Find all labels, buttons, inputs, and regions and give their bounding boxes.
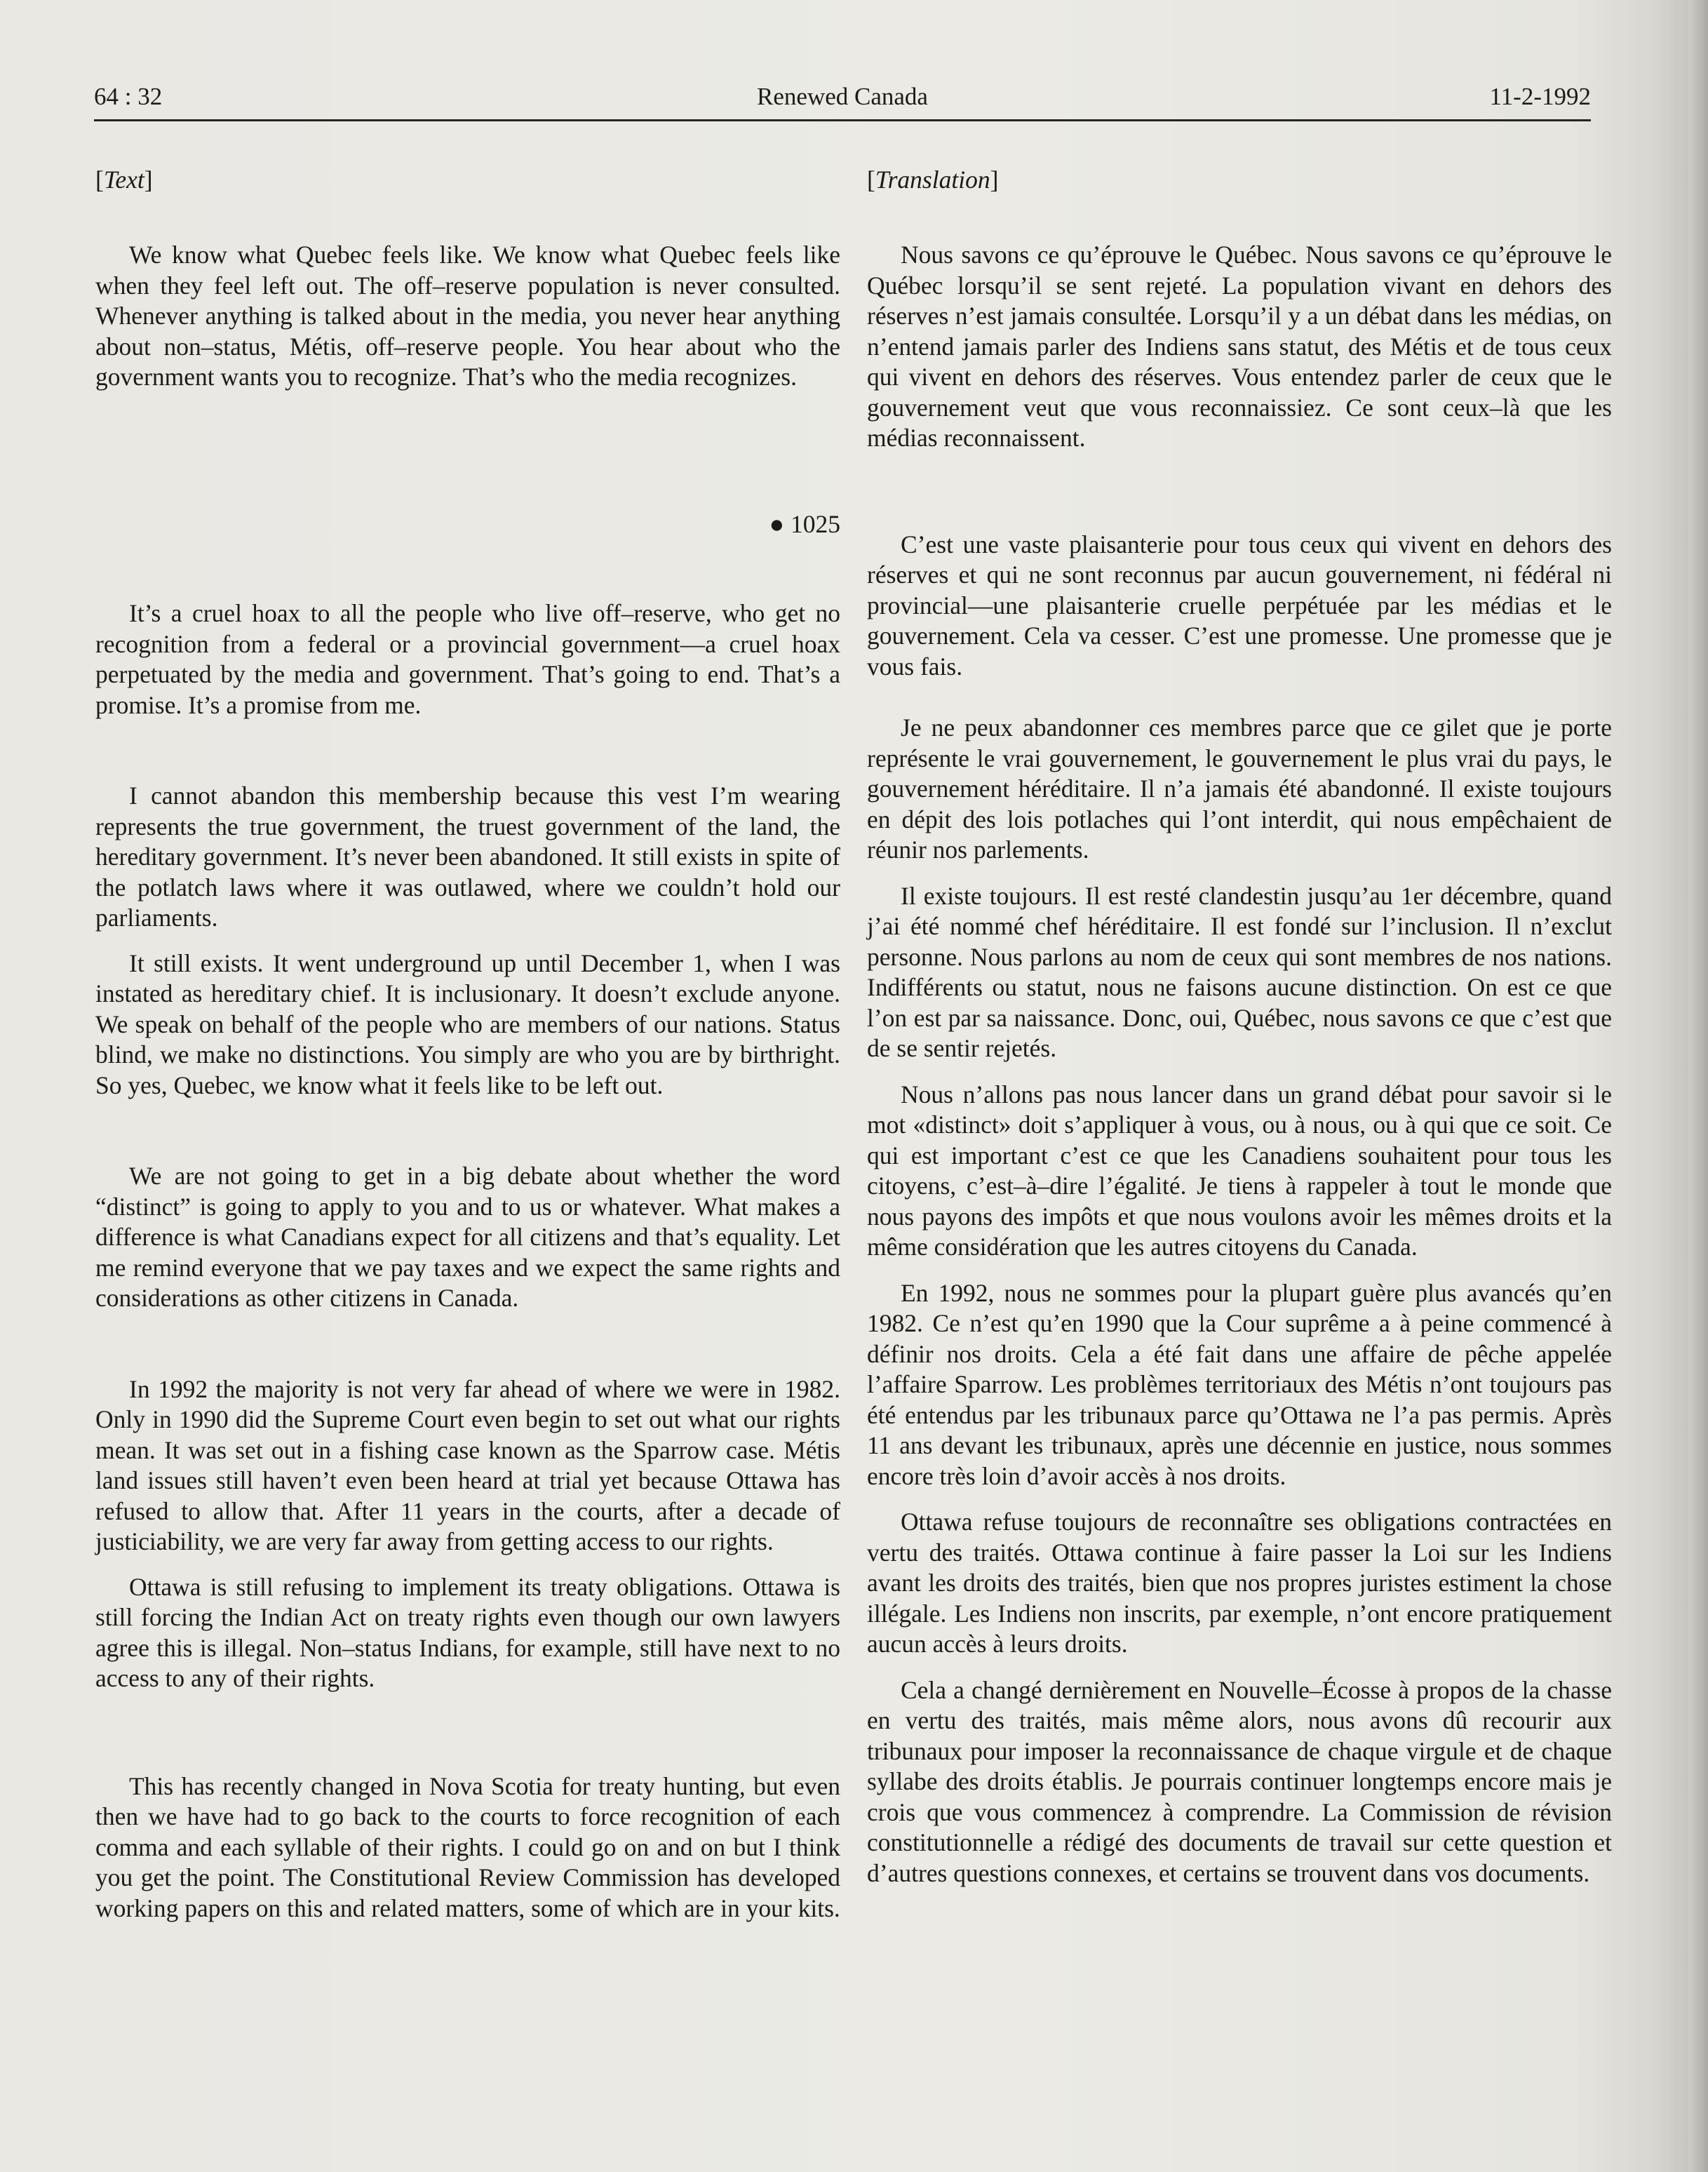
- page-gutter-shadow: [1688, 0, 1708, 2172]
- english-paragraph-1: We know what Quebec feels like. We know what Quebec feels like when they feel left out. The off–reserve population is never consulted. Whenever anything is talked about in the media, you never hear anything about non–status, Métis, off–reserve people. You hear about who the government wants you to recognize. That’s who the media recognizes.: [95, 241, 840, 391]
- french-column: [867, 163, 1612, 1889]
- english-paragraph-4: It still exists. It went underground up until December 1, when I was instated as hereditary chief. It is inclusionary. It doesn’t exclude anyone. We speak on behalf of the people who are members of our nations. Status blind, we make no distinctions. You simply are who you are by birthright. So yes, Quebec, we know what it feels like to be left out.: [95, 948, 840, 1099]
- english-column: [95, 163, 840, 1924]
- english-paragraph-3: I cannot abandon this membership because this vest I’m wearing represents the true government, the truest government of the land, the hereditary government. It’s never been abandoned. It still exists in spite of the potlatch laws where it was outlawed, where we couldn’t hold our parliaments.: [95, 782, 840, 932]
- french-paragraph-1: Nous savons ce qu’éprouve le Québec. Nous savons ce qu’éprouve le Québec lorsqu’il se sent rejeté. La population vivant en dehors des réserves n’est jamais consultée. Lorsqu’il y a un débat dans les médias, on n’entend jamais parler des Indiens sans statut, des Métis et de tous ceux qui vivent en dehors des réserves. Vous entendez parler de ceux que le gouvernement veut que vous reconnaissiez. Ce sont ceux–là que les médias reconnaissent.: [867, 241, 1612, 452]
- french-paragraph-5: Nous n’allons pas nous lancer dans un grand débat pour savoir si le mot «distinct» doit s’appliquer à vous, ou à nous, ou à qui que ce soit. Ce qui est important c’est ce que les Canadiens souhaitent pour tous les citoyens, c’est–à–dire l’égalité. Je tiens à rappeler à tout le monde que nous payons des impôts et que nous voulons avoir les mêmes droits et la même considération que les autres citoyens du Canada.: [867, 1080, 1612, 1261]
- header-rule: [94, 119, 1591, 121]
- french-paragraph-8: Cela a changé dernièrement en Nouvelle–Écosse à propos de la chasse en vertu des traités, mais même alors, nous avons dû recourir aux tribunaux pour imposer la reconnaissance de chaque virgule et de chaque syllabe des droits établis. Je pourrais continuer longtemps encore mais je crois que vous commencez à comprendre. La Commission de révision constitutionnelle a rédigé des documents de travail sur cette question et d’autres questions connexes, et certains se trouvent dans vos documents.: [867, 1675, 1612, 1887]
- publication-title: Renewed Canada: [757, 83, 928, 110]
- french-paragraph-4: Il existe toujours. Il est resté clandestin jusqu’au 1er décembre, quand j’ai été nommé chef héréditaire. Il est fondé sur l’inclusion. Il n’exclut personne. Nous parlons au nom de ceux qui sont membres de nos nations. Indifférents ou statut, nous ne faisons aucune distinction. On est ce que l’on est par sa naissance. Donc, oui, Québec, nous savons ce que c’est que de se sentir rejetés.: [867, 881, 1612, 1062]
- english-paragraph-8: This has recently changed in Nova Scotia for treaty hunting, but even then we have had to go back to the courts to force recognition of each comma and each syllable of their rights. I could go on and on but I think you get the point. The Constitutional Review Commission has developed working papers on this and related matters, some of which are in your kits.: [95, 1771, 840, 1922]
- french-paragraph-3: Je ne peux abandonner ces membres parce que ce gilet que je porte représente le vrai gouvernement, le gouvernement le plus vrai du pays, le gouvernement héréditaire. Il n’a jamais été abandonné. Il existe toujours en dépit des lois potlaches qui l’ont interdit, qui nous empêchaient de réunir nos parlements.: [867, 713, 1612, 864]
- header-date: 11-2-1992: [1489, 83, 1591, 110]
- french-paragraph-6: En 1992, nous ne sommes pour la plupart guère plus avancés qu’en 1982. Ce n’est qu’en 1990 que la Cour suprême a à peine commencé à définir nos droits. Cela a été fait dans une affaire de pêche appelée l’affaire Sparrow. Les problèmes territoriaux des Métis n’ont toujours pas été entendus par les tribunaux parce qu’Ottawa ne l’a pas permis. Après 11 ans devant les tribunaux, après une décennie en justice, nous sommes encore très loin d’avoir accès à nos droits.: [867, 1278, 1612, 1490]
- english-paragraph-7: Ottawa is still refusing to implement its treaty obligations. Ottawa is still forcing the Indian Act on treaty rights even though our own lawyers agree this is illegal. Non–status Indians, for example, still have next to no access to any of their rights.: [95, 1572, 840, 1692]
- page-reference: 64 : 32: [94, 83, 163, 110]
- english-paragraph-2: It’s a cruel hoax to all the people who live off–reserve, who get no recognition from a federal or a provincial government—a cruel hoax perpetuated by the media and government. That’s going to end. That’s a promise. It’s a promise from me.: [95, 599, 840, 719]
- translation-label: [Translation]: [867, 166, 999, 194]
- english-paragraph-6: In 1992 the majority is not very far ahead of where we were in 1982. Only in 1990 did the Supreme Court even begin to set out what our rights mean. It was set out in a fishing case known as the Sparrow case. Métis land issues still haven’t even been heard at trial yet because Ottawa has refused to allow that. After 11 years in the courts, after a decade of justiciability, we are very far away from getting access to our rights.: [95, 1374, 840, 1555]
- english-paragraph-5: We are not going to get in a big debate about whether the word “distinct” is going to apply to you and to us or whatever. What makes a difference is what Canadians expect for all citizens and that’s equality. Let me remind everyone that we pay taxes and we expect the same rights and considerations as other citizens in Canada.: [95, 1162, 840, 1312]
- french-paragraph-7: Ottawa refuse toujours de reconnaître ses obligations contractées en vertu des traités. Ottawa continue à faire passer la Loi sur les Indiens avant les droits des traités, bien que nos propres juristes estiment la chose illégale. Les Indiens non inscrits, par exemple, n’ont encore pratiquement aucun accès à leurs droits.: [867, 1508, 1612, 1658]
- running-header: [94, 76, 1591, 121]
- text-label: [Text]: [95, 166, 153, 194]
- time-marker: ● 1025: [769, 509, 840, 538]
- french-paragraph-2: C’est une vaste plaisanterie pour tous ceux qui vivent en dehors des réserves et qui ne sont reconnus par aucun gouvernement, ni fédéral ni provincial—une plaisanterie cruelle perpétuée par les médias et le gouvernement. Cela va cesser. C’est une promesse. Une promesse que je vous fais.: [867, 530, 1612, 681]
